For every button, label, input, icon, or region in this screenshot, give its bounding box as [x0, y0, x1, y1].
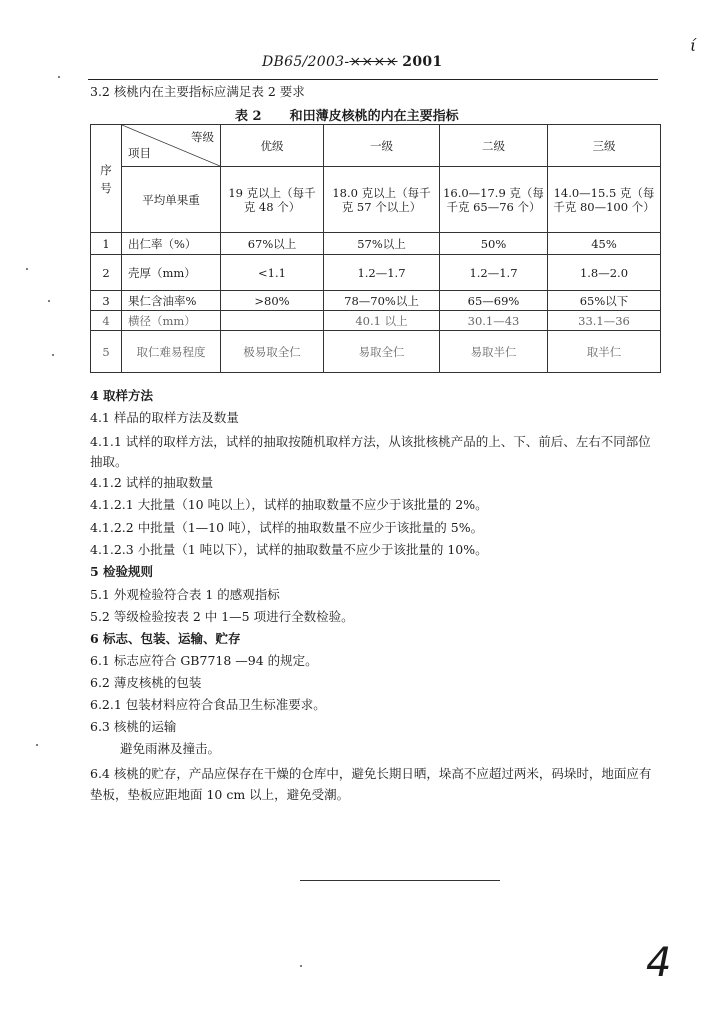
- row-value: 33.1—36: [548, 311, 661, 331]
- scan-speck: [26, 268, 28, 270]
- row-value: 40.1 以上: [324, 311, 440, 331]
- quality-index-table: [90, 124, 661, 373]
- section-4-1-1: 4.1.1 试样的取样方法，试样的抽取按随机取样方法，从该批核桃产品的上、下、前后、左右不同部位抽取。: [90, 434, 651, 469]
- row-number: 1: [91, 233, 122, 255]
- index-header: 序号: [100, 162, 112, 195]
- row-item: 横径（mm）: [122, 311, 221, 331]
- row-value: <1.1: [221, 255, 324, 291]
- grade-header-first: 一级: [324, 125, 440, 167]
- section-5-heading: 5 检验规则: [90, 564, 154, 579]
- grade-header-second: 二级: [440, 125, 548, 167]
- scan-speck: [36, 744, 38, 746]
- row-value: 18.0 克以上（每千克 57 个以上）: [324, 167, 440, 233]
- row-item: 出仁率（%）: [122, 233, 221, 255]
- section-6-2: 6.2 薄皮核桃的包装: [90, 675, 202, 690]
- row-number: 5: [91, 331, 122, 373]
- row-value: 16.0—17.9 克（每千克 65—76 个）: [440, 167, 548, 233]
- section-4-1-2-3: 4.1.2.3 小批量（1 吨以下），试样的抽取数量不应少于该批量的 10%。: [90, 542, 488, 557]
- table-row: [91, 233, 661, 255]
- table-caption: [235, 105, 459, 124]
- row-value: 30.1—43: [440, 311, 548, 331]
- section-6-3-body: 避免雨淋及撞击。: [120, 741, 221, 756]
- scan-speck: [58, 76, 60, 78]
- grade-item-header-cell: [122, 125, 221, 167]
- standard-year: 2001: [402, 54, 443, 70]
- row-value: 50%: [440, 233, 548, 255]
- item-header: 项目: [128, 146, 151, 160]
- row-value: >80%: [221, 291, 324, 311]
- header-rule: [88, 79, 658, 80]
- section-5-1: 5.1 外观检验符合表 1 的感观指标: [90, 587, 280, 602]
- section-6-3: 6.3 核桃的运输: [90, 719, 177, 734]
- section-4-1-2-1: 4.1.2.1 大批量（10 吨以上），试样的抽取数量不应少于该批量的 2%。: [90, 497, 488, 512]
- row-item: 果仁含油率%: [122, 291, 221, 311]
- scan-speck: [48, 300, 50, 302]
- row-value: 67%以上: [221, 233, 324, 255]
- row-value: 78—70%以上: [324, 291, 440, 311]
- section-6-1: 6.1 标志应符合 GB7718 —94 的规定。: [90, 653, 318, 668]
- row-number: 2: [91, 255, 122, 291]
- scan-speck: [300, 965, 302, 967]
- section-3-2: 3.2 核桃内在主要指标应满足表 2 要求: [90, 84, 305, 99]
- section-6-4: 6.4 核桃的贮存，产品应保存在干燥的仓库中，避免长期日晒，垛高不应超过两米，码垛时，地面应有垫板，垫板应距地面 10 cm 以上，避免受潮。: [90, 766, 652, 802]
- standard-code: [262, 54, 442, 70]
- table-header-row: [91, 125, 661, 167]
- section-4-1-2: 4.1.2 试样的抽取数量: [90, 475, 214, 490]
- table-row: [91, 167, 661, 233]
- grade-header: 等级: [191, 130, 214, 144]
- page-number: 4: [646, 940, 672, 986]
- grade-header-third: 三级: [548, 125, 661, 167]
- grade-header-premium: 优级: [221, 125, 324, 167]
- scan-speck: [52, 354, 54, 356]
- table-row: [91, 311, 661, 331]
- section-6-heading: 6 标志、包装、运输、贮存: [90, 631, 241, 646]
- table-caption-text: 和田薄皮核桃的内在主要指标: [289, 109, 459, 124]
- row-value: 14.0—15.5 克（每千克 80—100 个）: [548, 167, 661, 233]
- row-number: 3: [91, 291, 122, 311]
- table-row: [91, 291, 661, 311]
- section-4-1-2-2: 4.1.2.2 中批量（1—10 吨），试样的抽取数量不应少于该批量的 5%。: [90, 520, 484, 535]
- section-6-2-1: 6.2.1 包装材料应符合食品卫生标准要求。: [90, 697, 326, 712]
- row-item: 壳厚（mm）: [122, 255, 221, 291]
- handwritten-corner-mark: ί: [690, 36, 697, 55]
- section-5-2: 5.2 等级检验按表 2 中 1—5 项进行全数检验。: [90, 609, 354, 624]
- struck-text: ××××: [349, 54, 398, 70]
- row-item: 取仁难易程度: [122, 331, 221, 373]
- row-value: 易取全仁: [324, 331, 440, 373]
- row-value: 65—69%: [440, 291, 548, 311]
- row-value: 易取半仁: [440, 331, 548, 373]
- row-item: 平均单果重: [122, 167, 221, 233]
- row-value: [221, 311, 324, 331]
- standard-code-prefix: DB65/2003-: [262, 54, 350, 70]
- row-value: 极易取全仁: [221, 331, 324, 373]
- footer-rule: [300, 880, 500, 881]
- row-number: 4: [91, 311, 122, 331]
- table-row: [91, 255, 661, 291]
- row-value: 1.2—1.7: [324, 255, 440, 291]
- row-value: 取半仁: [548, 331, 661, 373]
- row-value: 57%以上: [324, 233, 440, 255]
- row-value: 45%: [548, 233, 661, 255]
- row-value: 19 克以上（每千克 48 个）: [221, 167, 324, 233]
- row-value: 1.8—2.0: [548, 255, 661, 291]
- section-4-heading: 4 取样方法: [90, 388, 154, 403]
- table-row: [91, 331, 661, 373]
- row-value: 65%以下: [548, 291, 661, 311]
- section-4-1: 4.1 样品的取样方法及数量: [90, 410, 239, 425]
- table-caption-number: 表 2: [235, 109, 262, 124]
- index-header-cell: [91, 125, 122, 233]
- row-value: 1.2—1.7: [440, 255, 548, 291]
